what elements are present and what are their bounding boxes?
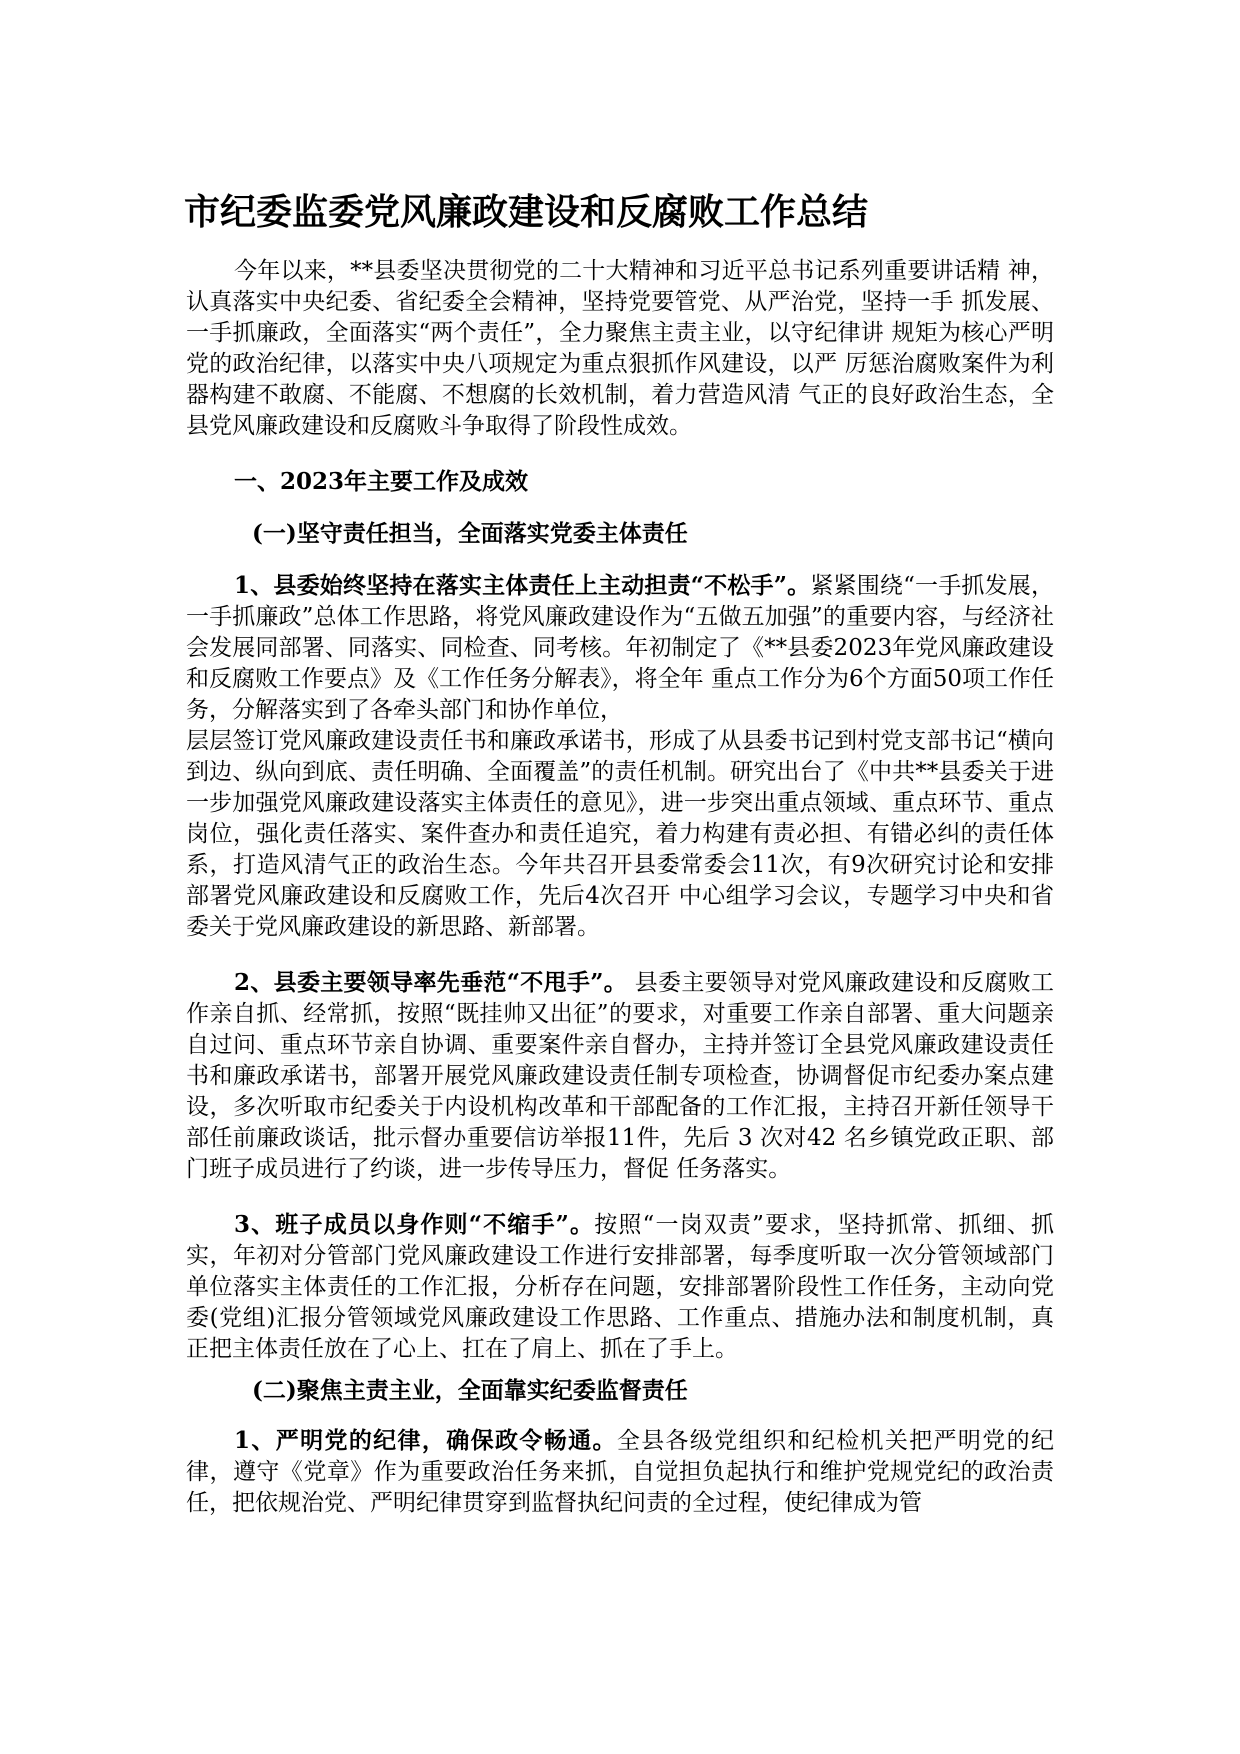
document-title: 市纪委监委党风廉政建设和反腐败工作总结 [184,192,869,233]
subsection-heading-1: (一)坚守责任担当，全面落实党委主体责任 [252,520,688,547]
paragraph-text: 紧紧围绕“一手抓发展， 一手抓廉政”总体工作思路，将党风廉政建设作为“五做五加强”的重要内容，与经济社会发展同部署、同落实、同检查、同考核。年初制定了《**县委2023年党风廉政建设和反腐败工作要点》及《工作任务分解表》，将全年 重点工作分为6个方面50项工作任务，分解落实到了各牵头部门和协作单位， [186,573,1054,723]
paragraph-text: 按照“一岗双责”要求，坚持抓常、抓细、抓实，年初对分管部门党风廉政建设工作进行安排部署，每季度听取一次分管领域部门单位落实主体责任的工作汇报，分析存在问题，安排部署阶段性工作任务，主动向党委(党组)汇报分管领域党风廉政建设工作思路、工作重点、措施办法和制度机制，真正把主体责任放在了心上、扛在了肩上、抓在了手上。 [186,1212,1054,1362]
section-heading-1: 一、2023年主要工作及成效 [234,468,529,495]
document-body [186,186,1054,1519]
paragraph-item-2 [186,967,1054,1185]
paragraph-item-4 [186,1425,1054,1519]
paragraph-text: 县委主要领导对党风廉政建设和反腐败工作亲自抓、经常抓，按照“既挂帅又出征”的要求，对重要工作亲自部署、重大问题亲自过问、重点环节亲自协调、重要案件亲自督办，主持并签订全县党风廉政建设责任书和廉政承诺书，部署开展党风廉政建设责任制专项检查，协调督促市纪委办案点建设，多次听取市纪委关于内设机构改革和干部配备的工作汇报，主持召开新任领导干部任前廉政谈话，批示督办重要信访举报11件，先后 3 次对42 名乡镇党政正职、部门班子成员进行了约谈，进一步传导压力，督促 任务落实。 [186,970,1054,1182]
paragraph-item-1 [186,570,1054,726]
intro-paragraph: 今年以来，**县委坚决贯彻党的二十大精神和习近平总书记系列重要讲话精 神，认真落实中央纪委、省纪委全会精神，坚持党要管党、从严治党，坚持一手 抓发展、 一手抓廉政，全面落实“两个责任”，全力聚焦主责主业，以守纪律讲 规矩为核心严明党的政治纪律，以落实中央八项规定为重点狠抓作风建设，以严 厉惩治腐败案件为利器构建不敢腐、不能腐、不想腐的长效机制，着力营造风清 气正的良好政治生态，全县党风廉政建设和反腐败斗争取得了阶段性成效。 [186,258,1054,439]
paragraph-lead: 3、班子成员以身作则“不缩手”。 [234,1211,595,1238]
paragraph-text: 全县各级党组织和纪检机关把严明党的纪律，遵守《党章》作为重要政治任务来抓，自觉担负起执行和维护党规党纪的政治责任，把依规治党、严明纪律贯穿到监督执纪问责的全过程，使纪律成为管 [186,1428,1055,1516]
paragraph-lead: 2、县委主要领导率先垂范“不甩手”。 [234,969,628,996]
paragraph-lead: 1、县委始终坚持在落实主体责任上主动担责“不松手”。 [234,572,811,599]
subsection-heading-2: (二)聚焦主责主业，全面靠实纪委监督责任 [252,1377,688,1404]
paragraph-item-3 [186,1209,1054,1365]
paragraph-item-1-continued: 层层签订党风廉政建设责任书和廉政承诺书，形成了从县委书记到村党支部书记“横向到边、纵向到底、责任明确、全面覆盖”的责任机制。研究出台了《中共**县委关于进一步加强党风廉政建设落实主体责任的意见》，进一步突出重点领域、重点环节、重点岗位，强化责任落实、案件查办和责任追究，着力构建有责必担、有错必纠的责任体系，打造风清气正的政治生态。今年共召开县委常委会11次，有9次研究讨论和安排部署党风廉政建设和反腐败工作，先后4次召开 中心组学习会议，专题学习中央和省委关于党风廉政建设的新思路、新部署。 [186,728,1054,940]
paragraph-lead: 1、严明党的纪律，确保政令畅通。 [234,1427,617,1454]
